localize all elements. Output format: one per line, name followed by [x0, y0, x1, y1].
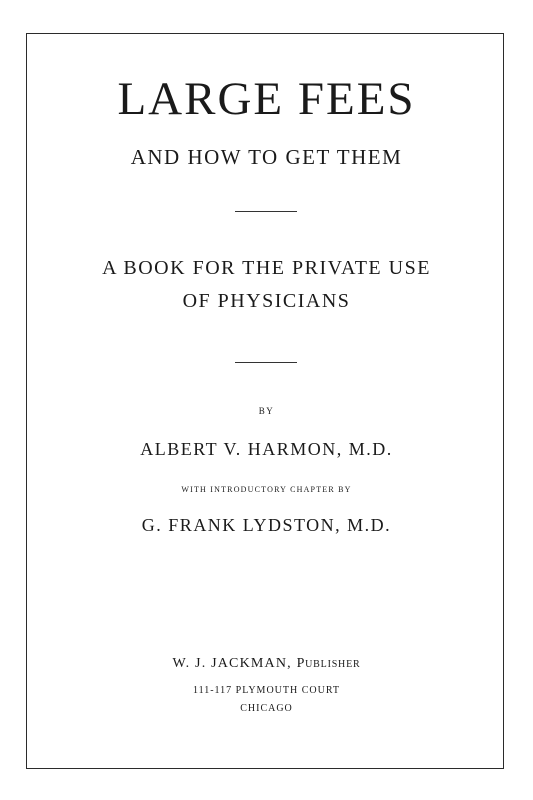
book-subtitle: AND HOW TO GET THEM — [130, 145, 403, 169]
publisher-city: CHICAGO — [240, 703, 293, 714]
author-name: ALBERT V. HARMON, M.D. — [140, 439, 393, 459]
publisher-address: 111-117 PLYMOUTH COURT — [192, 685, 341, 696]
publisher-role: Publisher — [296, 656, 361, 671]
book-title: LARGE FEES — [117, 73, 416, 125]
description-line-2: OF PHYSICIANS — [182, 290, 351, 312]
publisher-line — [0, 657, 533, 671]
divider-rule-top — [235, 211, 297, 212]
publisher-name: W. J. JACKMAN, — [172, 656, 292, 671]
description-line-1: A BOOK FOR THE PRIVATE USE — [102, 257, 431, 279]
by-label: BY — [258, 406, 275, 416]
coauthor-name: G. FRANK LYDSTON, M.D. — [141, 515, 392, 535]
divider-rule-bottom — [235, 362, 297, 363]
intro-label: WITH INTRODUCTORY CHAPTER BY — [181, 485, 352, 494]
